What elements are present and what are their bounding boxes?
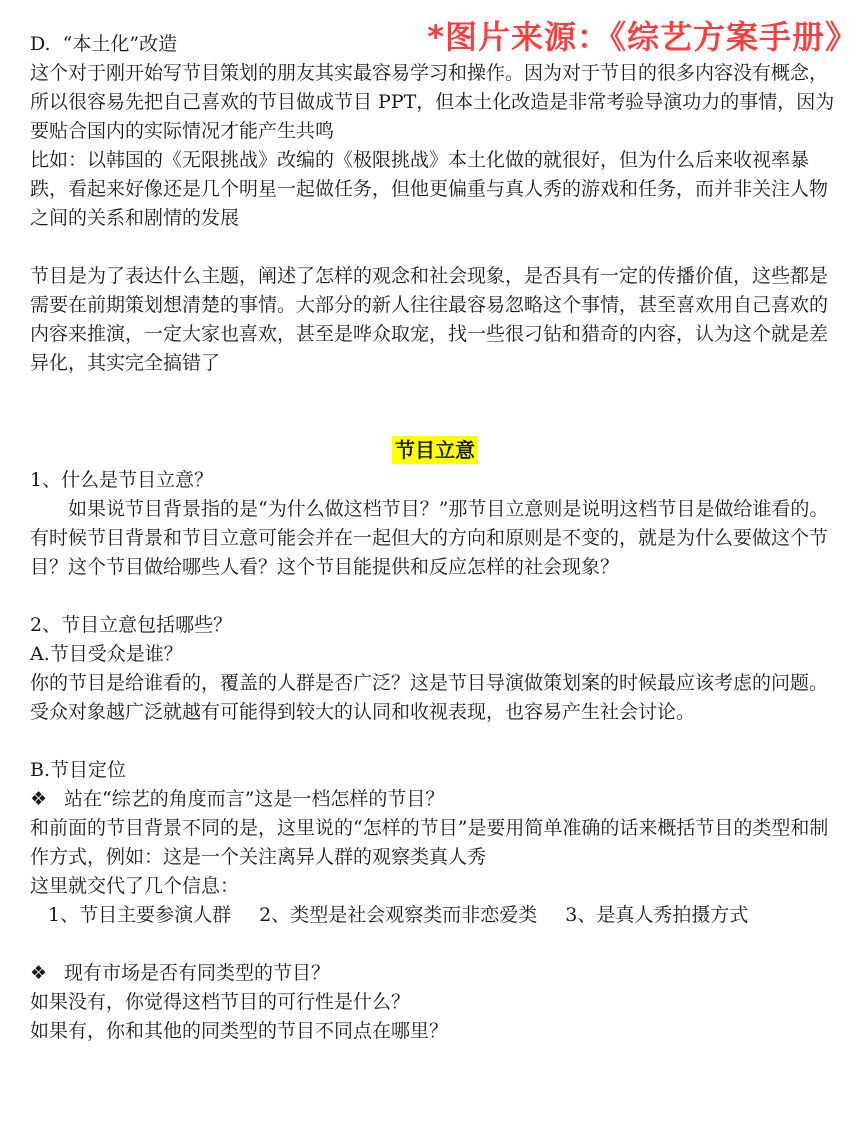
info-item-2: 2、类型是社会观察类而非恋爱类 (259, 904, 538, 926)
section-d-heading: D. “本土化”改造 (30, 33, 178, 55)
spacer (30, 378, 840, 436)
audience-heading: A.节目受众是谁？ (30, 643, 183, 665)
if-yes-line: 如果有，你和其他的同类型的节目不同点在哪里？ (30, 1020, 449, 1042)
info-intro: 这里就交代了几个信息： (30, 875, 240, 897)
question-1-heading: 1、什么是节目立意？ (30, 469, 214, 491)
positioning-heading: B.节目定位 (30, 759, 127, 781)
document-body (30, 30, 840, 1046)
info-item-1: 1、节目主要参演人群 (48, 904, 232, 926)
section-d-paragraph-2: 比如：以韩国的《无限挑战》改编的《极限挑战》本土化做的就很好，但为什么后来收视率暴跌，看起来好像还是几个明星一起做任务，但他更偏重与真人秀的游戏和任务，而并非关注人物之间的关系和剧情的发展 (30, 149, 829, 229)
audience-body: 你的节目是给谁看的，覆盖的人群是否广泛？这是节目导演做策划案的时候最应该考虑的问题。受众对象越广泛就越有可能得到较大的认同和收视表现，也容易产生社会讨论。 (30, 672, 829, 723)
spacer (30, 727, 840, 756)
question-2-heading: 2、节目立意包括哪些？ (30, 614, 233, 636)
bullet-item-1-text: 站在“综艺的角度而言”这是一档怎样的节目？ (64, 788, 445, 810)
section-title: 节目立意 (392, 436, 478, 464)
bullet-item-2-text: 现有市场是否有同类型的节目？ (64, 962, 331, 984)
question-1-body: 如果说节目背景指的是“为什么做这档节目？”那节目立意则是说明这档节目是做给谁看的。有时候节目背景和节目立意可能会并在一起但大的方向和原则是不变的，就是为什么要做这个节目？这个节目做给哪些人看？这个节目能提供和反应怎样的社会现象？ (30, 498, 829, 578)
diamond-bullet-icon: ❖ (30, 788, 48, 810)
if-no-line: 如果没有，你觉得这档节目的可行性是什么？ (30, 991, 411, 1013)
bullet-item-1 (30, 785, 840, 814)
bullet-item-2 (30, 959, 840, 988)
info-item-3: 3、是真人秀拍摄方式 (565, 904, 749, 926)
info-list (30, 901, 840, 930)
section-d-paragraph-1: 这个对于刚开始写节目策划的朋友其实最容易学习和操作。因为对于节目的很多内容没有概念，所以很容易先把自己喜欢的节目做成节目 PPT，但本土化改造是非常考验导演功力的事情，因为要贴合国内的实际情况才能产生共鸣 (30, 62, 835, 142)
spacer (30, 233, 840, 262)
section-title-row (30, 436, 840, 466)
source-watermark: *图片来源：《综艺方案手册》 (427, 18, 858, 56)
intro-paragraph: 节目是为了表达什么主题，阐述了怎样的观念和社会现象，是否具有一定的传播价值，这些都是需要在前期策划想清楚的事情。大部分的新人往往最容易忽略这个事情，甚至喜欢用自己喜欢的内容来推演，一定大家也喜欢，甚至是哗众取宠，找一些很刁钻和猎奇的内容，认为这个就是差异化，其实完全搞错了 (30, 265, 829, 374)
spacer (30, 582, 840, 611)
bullet-item-1-body: 和前面的节目背景不同的是，这里说的“怎样的节目”是要用简单准确的话来概括节目的类型和制作方式，例如：这是一个关注离异人群的观察类真人秀 (30, 817, 829, 868)
diamond-bullet-icon: ❖ (30, 962, 48, 984)
spacer (30, 930, 840, 959)
